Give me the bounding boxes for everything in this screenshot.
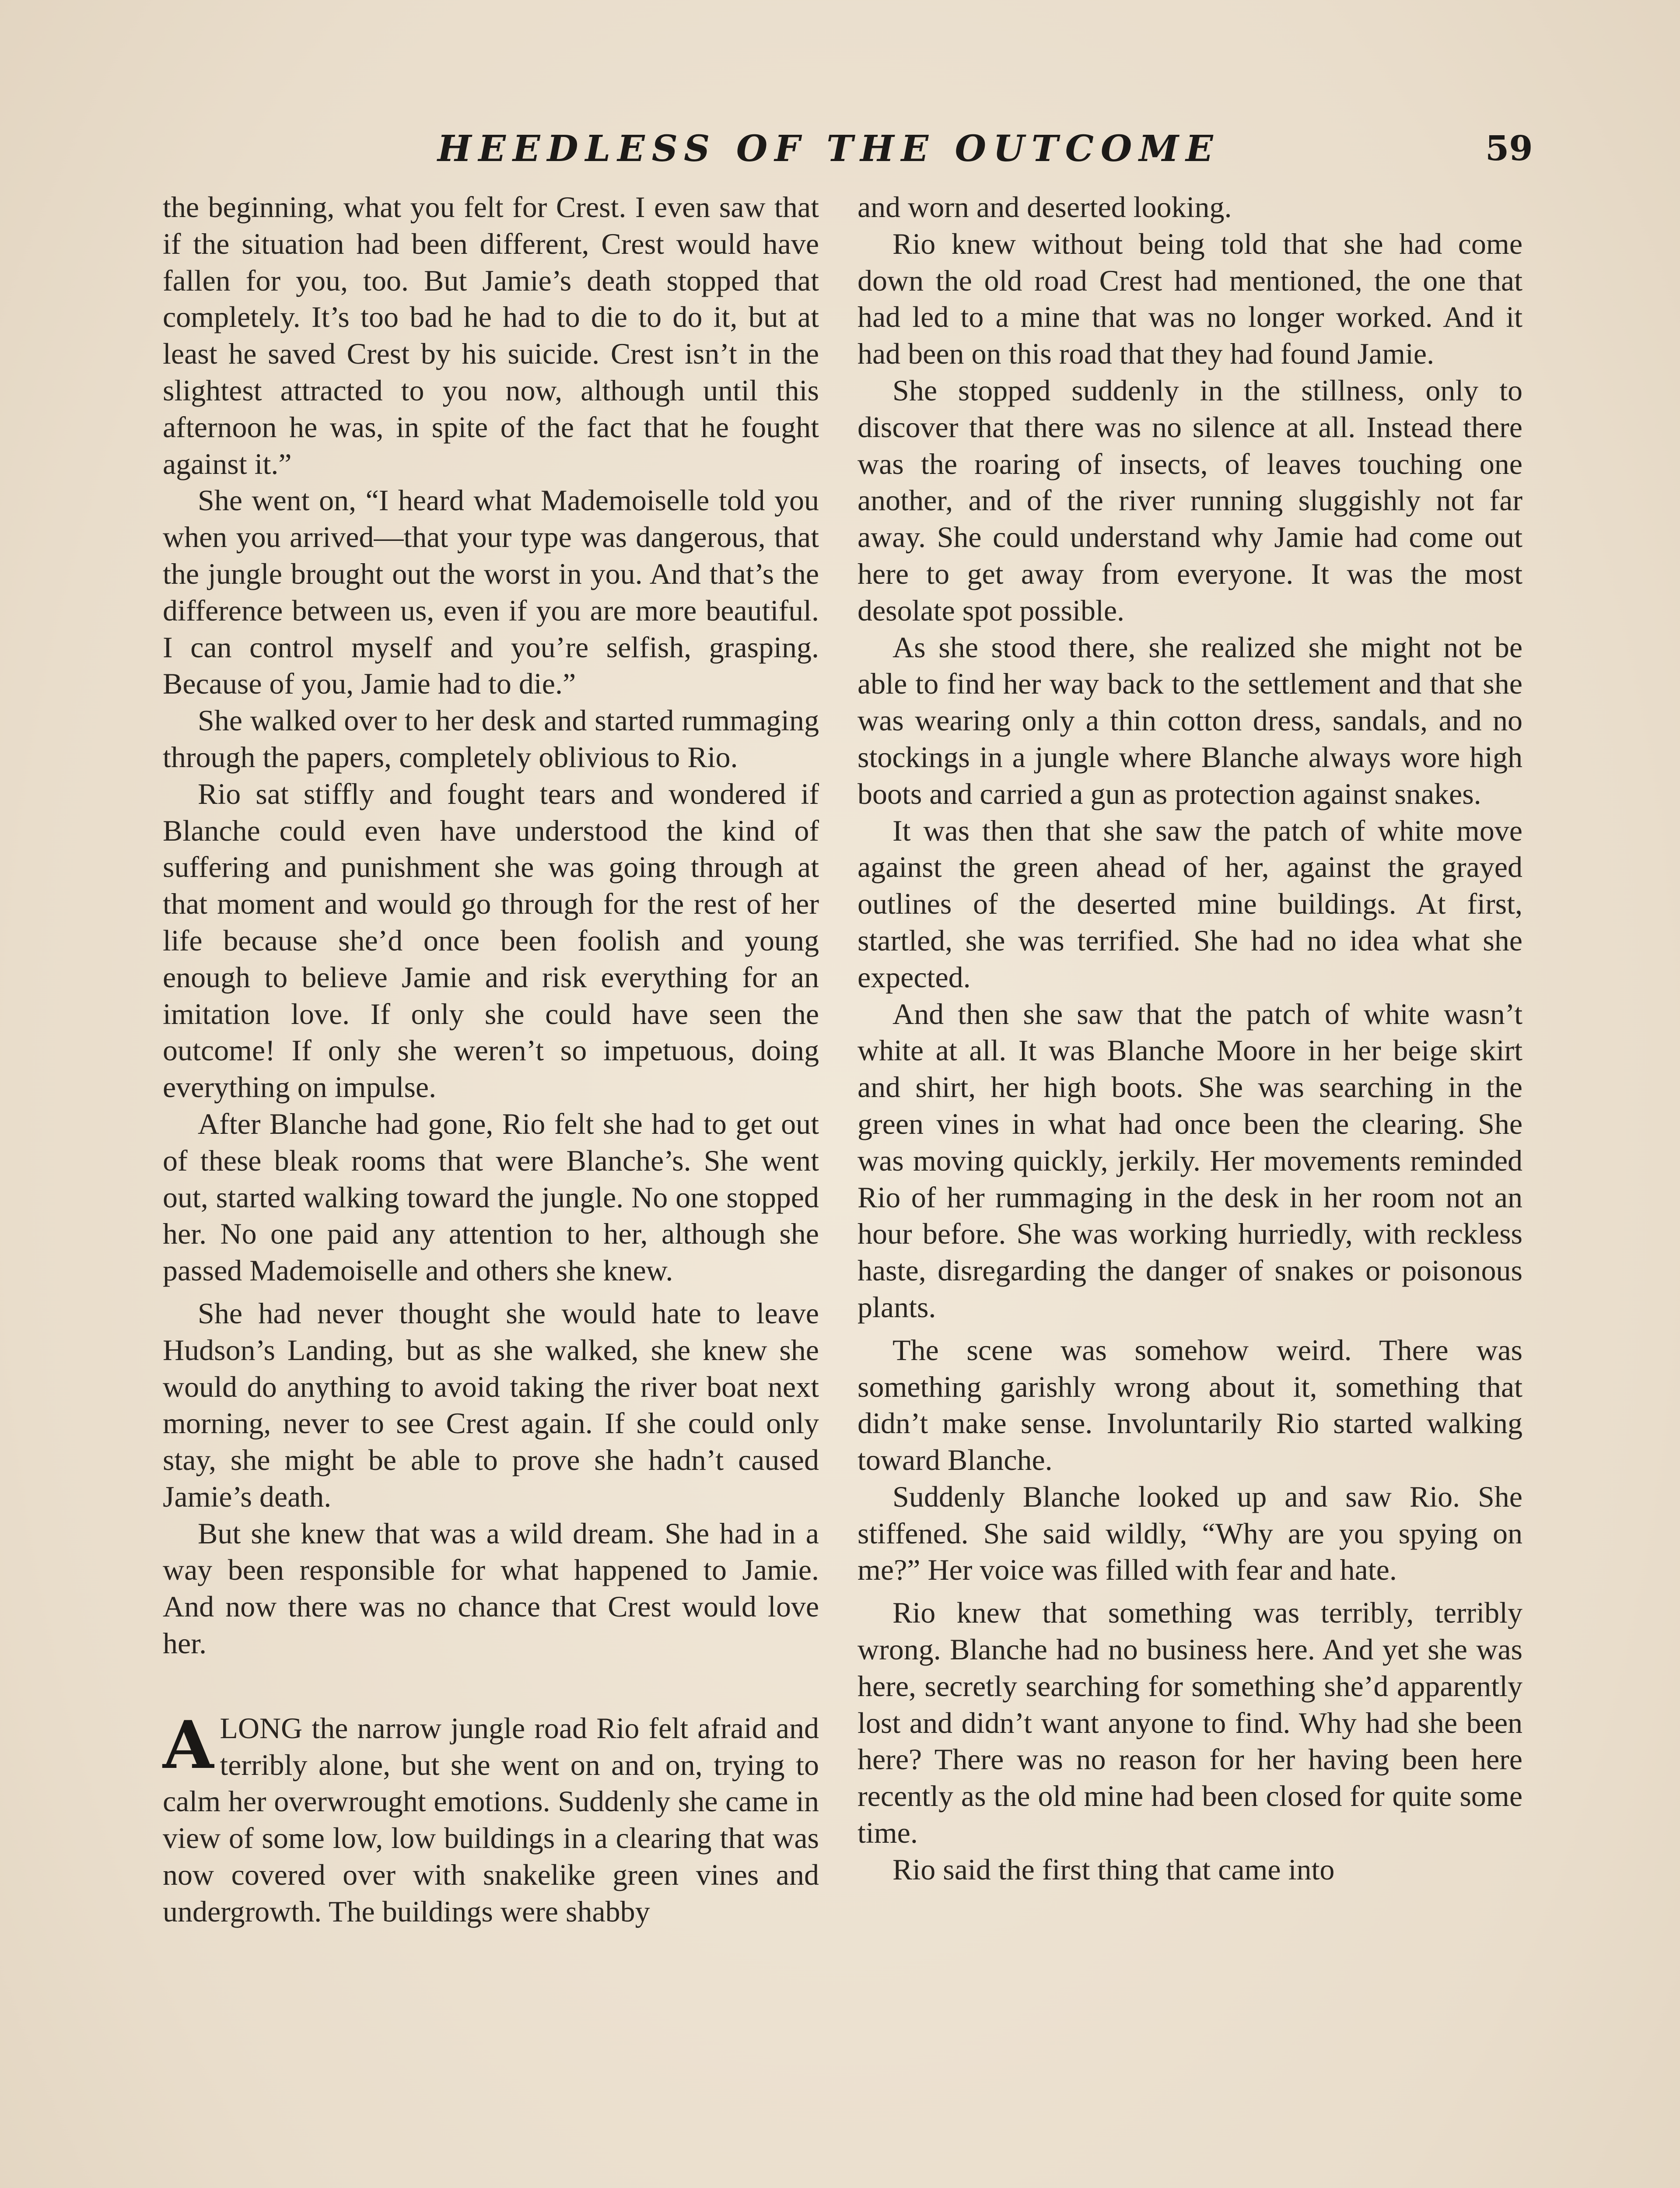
paragraph: Rio said the first thing that came into xyxy=(892,1852,1335,1886)
paragraph: She had never thought she would hate to leave Hudson’s Landing, but as she walked, she knew she would do anything to avoid taking the river boat next morning, never to see Crest again. If she could only stay, she might be able to prove she hadn’t caused Jamie’s death. xyxy=(163,1296,819,1513)
paragraph: She walked over to her desk and started rummaging through the papers, completely oblivious to Rio. xyxy=(163,704,819,774)
page-number: 59 xyxy=(1485,129,1533,168)
paragraph: Rio knew that something was terribly, terribly wrong. Blanche had no business here. And yet she was here, secretly searching for something she’d apparently lost and didn’t want anyone to find. Why had she been here? There was no reason for her having been here recently as the old mine had been closed for quite some time. xyxy=(858,1596,1522,1850)
running-header: HEEDLESS OF THE OUTCOME xyxy=(438,128,1220,170)
drop-cap: A xyxy=(163,1706,214,1784)
paragraph: and worn and deserted looking. xyxy=(858,190,1232,224)
paragraph: After Blanche had gone, Rio felt she had to get out of these bleak rooms that were Blanche’s. She went out, started walking toward the jungle. No one stopped her. No one paid any attention to her, although she passed Mademoiselle and others she knew. xyxy=(163,1107,819,1287)
paragraph: It was then that she saw the patch of white move against the green ahead of her, against the grayed outlines of the deserted mine buildings. At first, startled, she was terrified. She had no idea what she expected. xyxy=(858,813,1522,994)
paragraph: Suddenly Blanche looked up and saw Rio. She stiffened. She said wildly, “Why are you spying on me?” Her voice was filled with fear and hate. xyxy=(858,1480,1522,1587)
left-column xyxy=(163,189,819,1930)
paragraph: Rio sat stiffly and fought tears and wondered if Blanche could even have understood the kind of suffering and punishment she was going through at that moment and would go through for the rest of her life because she’d once been foolish and young enough to believe Jamie and risk everything for an imitation love. If only she could have seen the outcome! If only she weren’t so impetuous, doing everything on impulse. xyxy=(163,777,819,1104)
paragraph: She stopped suddenly in the stillness, only to discover that there was no silence at all. Instead there was the roaring of insects, of leaves touching one another, and of the river running sluggishly not far away. She could understand why Jamie had come out here to get away from everyone. It was the most desolate spot possible. xyxy=(858,373,1522,627)
paragraph: the beginning, what you felt for Crest. I even saw that if the situation had been different, Crest would have fallen for you, too. But Jamie’s death stopped that completely. It’s too bad he had to die to do it, but at least he saved Crest by his suicide. Crest isn’t in the slightest attracted to you now, although until this afternoon he was, in spite of the fact that he fought against it.” xyxy=(163,190,819,480)
paragraph: The scene was somehow weird. There was something garishly wrong about it, something that didn’t make sense. Involuntarily Rio started walking toward Blanche. xyxy=(858,1333,1522,1477)
right-column xyxy=(858,189,1522,1888)
section-opening-text: LONG the narrow jungle road Rio felt afraid and terribly alone, but she went on and on, trying to calm her overwrought emotions. Suddenly she came in view of some low, low buildings in a clearing that was now covered over with snakelike green vines and undergrowth. The buildings were shabby xyxy=(163,1711,819,1928)
paragraph: Rio knew without being told that she had come down the old road Crest had mentioned, the one that had led to a mine that was no longer worked. And it had been on this road that they had found Jamie. xyxy=(858,227,1522,371)
paragraph: She went on, “I heard what Mademoiselle told you when you arrived—that your type was dangerous, that the jungle brought out the worst in you. And that’s the difference between us, even if you are more beautiful. I can control myself and you’re selfish, grasping. Because of you, Jamie had to die.” xyxy=(163,484,819,701)
section-opening-paragraph xyxy=(163,1706,819,1930)
paragraph: As she stood there, she realized she might not be able to find her way back to the settlement and that she was wearing only a thin cotton dress, sandals, and no stockings in a jungle where Blanche always wore high boots and carried a gun as protection against snakes. xyxy=(858,630,1522,810)
paragraph: And then she saw that the patch of white wasn’t white at all. It was Blanche Moore in her beige skirt and shirt, her high boots. She was searching in the green vines in what had once been the clearing. She was moving quickly, jerkily. Her movements reminded Rio of her rummaging in the desk in her room not an hour before. She was working hurriedly, with reckless haste, disregarding the danger of snakes or poisonous plants. xyxy=(858,997,1522,1324)
paragraph: But she knew that was a wild dream. She had in a way been responsible for what happened to Jamie. And now there was no chance that Crest would love her. xyxy=(163,1516,819,1660)
